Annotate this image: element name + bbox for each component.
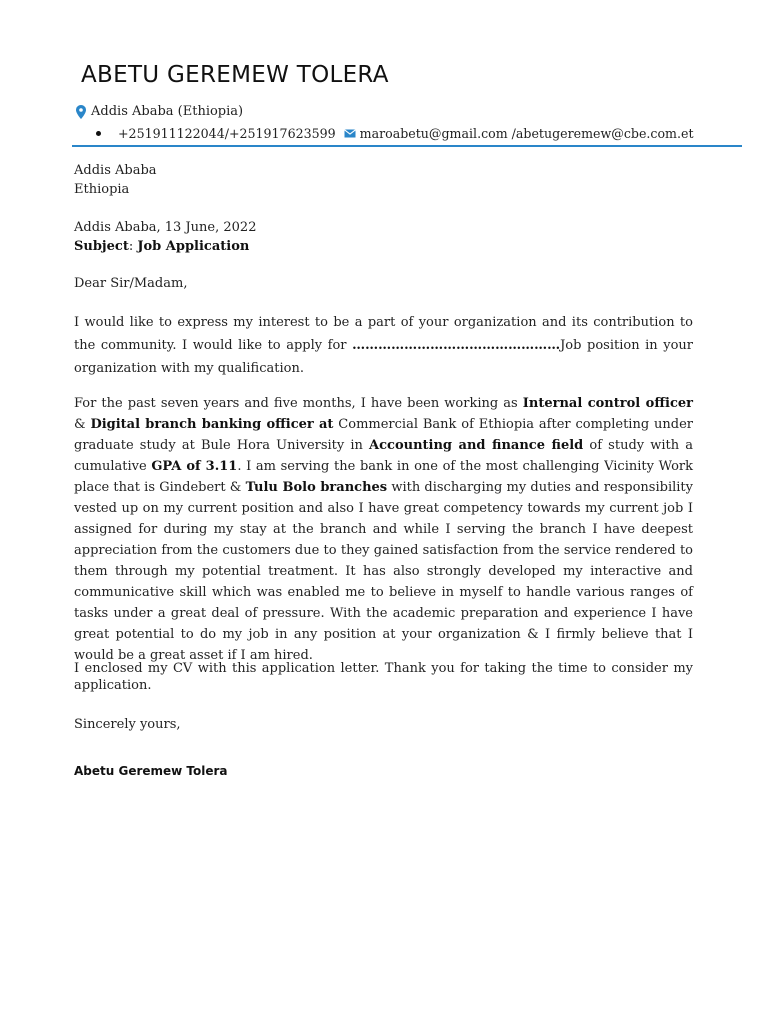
- location-text: Addis Ababa (Ethiopia): [91, 104, 244, 119]
- header-divider: [72, 145, 742, 147]
- paragraph-experience: [74, 393, 693, 666]
- map-pin-icon: [76, 105, 86, 119]
- letter-date: Addis Ababa, 13 June, 2022: [74, 220, 257, 235]
- subject-label: Subject: [74, 239, 129, 254]
- p2-bold-role-1: Internal control officer: [522, 396, 694, 411]
- position-blank: …………………………………………: [352, 338, 561, 353]
- greeting: Dear Sir/Madam,: [74, 276, 188, 291]
- envelope-icon: [344, 129, 356, 138]
- recipient-city: Addis Ababa: [74, 163, 157, 178]
- email-text[interactable]: maroabetu@gmail.com /abetugeremew@cbe.com.et: [359, 126, 694, 141]
- subject-line: [74, 237, 249, 256]
- p2-text-3: Commercial Bank of Ethiopia after completing under graduate study at Bule Hora University in: [74, 417, 693, 453]
- contact-line: [96, 126, 694, 141]
- location-line: [76, 104, 243, 119]
- p2-text-1: For the past seven years and five months, I have been working as: [74, 396, 523, 411]
- paragraph1-text-a: I would like to express my interest to be a part of your organization and its contribution to the community. I would like to apply for: [74, 315, 693, 353]
- recipient-address: [74, 161, 157, 199]
- p2-bold-branches: Tulu Bolo branches: [245, 480, 388, 495]
- p2-text-4: of study with a cumulative: [74, 438, 694, 474]
- recipient-country: Ethiopia: [74, 182, 130, 197]
- applicant-name: ABETU GEREMEW TOLERA: [81, 62, 389, 88]
- paragraph-interest: [74, 311, 693, 380]
- p2-text-6: with discharging my duties and responsibility vested up on my current position and also I have great competency towards my current job I assigned for during my stay at the branch and while I serving the branch I have deepest appreciation from the customers due to they gained satisfaction from the service rendered to them through my potential treatment. It has also strongly developed my interactive and communicative skill which was enabled me to believe in myself to handle various ranges of tasks under a great deal of pressure. With the academic preparation and experience I have great potential to do my job in any position at your organization & I firmly believe that I would be a great asset if I am hired.: [74, 480, 693, 663]
- p2-bold-field: Accounting and finance field: [369, 438, 584, 453]
- closing: Sincerely yours,: [74, 717, 181, 732]
- p2-text-5: . I am serving the bank in one of the most challenging Vicinity Work place that is Gindebert &: [74, 459, 693, 495]
- paragraph-enclosure: I enclosed my CV with this application letter. Thank you for taking the time to consider my application.: [74, 661, 693, 693]
- signature-name: Abetu Geremew Tolera: [74, 764, 228, 778]
- phone-text: +251911122044/+251917623599: [118, 126, 336, 141]
- p2-text-2: &: [74, 417, 91, 432]
- bullet-icon: [96, 131, 101, 136]
- p2-bold-role-2: Digital branch banking officer at: [90, 417, 334, 432]
- p2-bold-gpa: GPA of 3.11: [151, 459, 238, 474]
- subject-separator: :: [128, 239, 138, 254]
- subject-value: Job Application: [137, 239, 250, 254]
- paragraph1-text-b: Job position in your organization with my qualification.: [74, 338, 693, 376]
